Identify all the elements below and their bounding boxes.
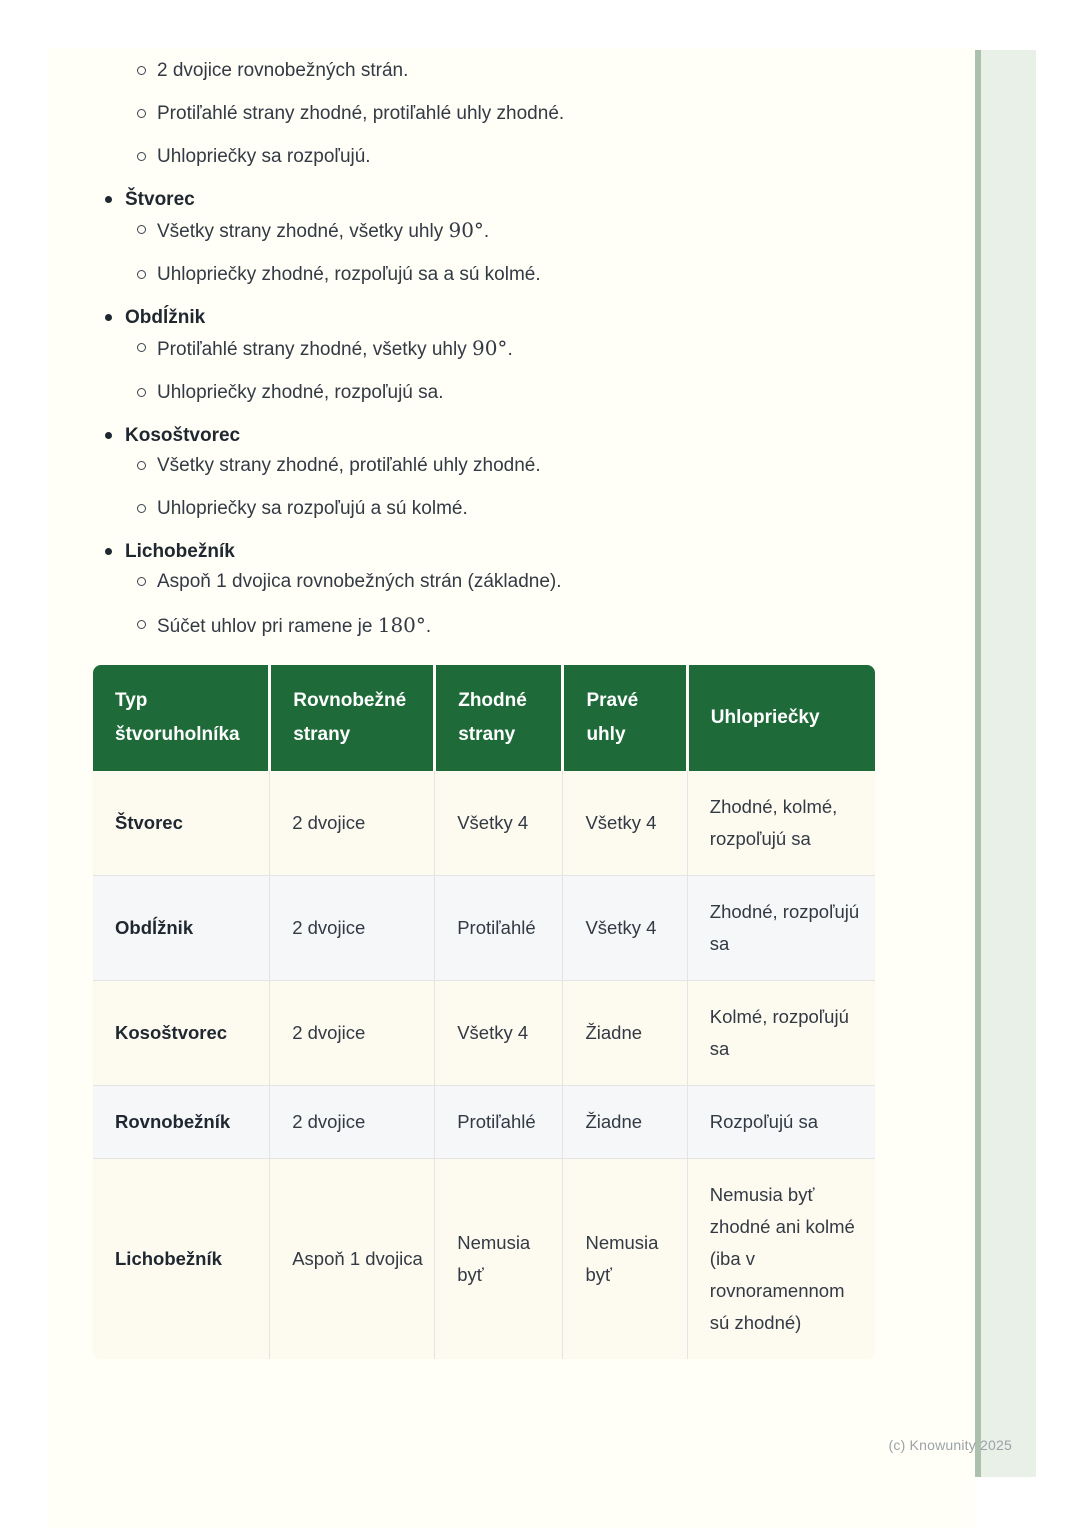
table-cell: Žiadne [563, 981, 687, 1086]
circle-bullet-icon [137, 577, 146, 586]
list-item [48, 424, 927, 448]
table-cell: Kolmé, rozpoľujú sa [687, 981, 875, 1086]
table-cell: Protiľahlé [435, 876, 563, 981]
table-cell: Všetky 4 [435, 981, 563, 1086]
list-item [48, 381, 927, 405]
list-item-text: Uhlopriečky zhodné, rozpoľujú sa. [157, 382, 444, 403]
disc-bullet-icon [105, 432, 112, 439]
list-item-text: Všetky strany zhodné, protiľahlé uhly zhodné. [157, 455, 541, 476]
list-item-text: Uhlopriečky zhodné, rozpoľujú sa a sú kolmé. [157, 264, 541, 285]
column-header: Zhodné strany [435, 665, 563, 771]
list-item-text: Súčet uhlov pri ramene je 180°. [157, 613, 432, 637]
list-item [48, 145, 927, 169]
table-cell: Nemusia byť zhodné ani kolmé (iba v rovnoramennom sú zhodné) [687, 1159, 875, 1360]
list-item [48, 102, 927, 126]
copyright-footer: (c) Knowunity 2025 [888, 1437, 1012, 1453]
circle-bullet-icon [137, 66, 146, 75]
list-item-text: Uhlopriečky sa rozpoľujú a sú kolmé. [157, 498, 468, 519]
list-item-text: Všetky strany zhodné, všetky uhly 90°. [157, 218, 490, 242]
table-cell: Zhodné, rozpoľujú sa [687, 876, 875, 981]
circle-bullet-icon [137, 109, 146, 118]
math-degree-value: 90° [448, 218, 484, 242]
table-row [93, 1086, 875, 1159]
column-header: Typ štvoruholníka [93, 665, 270, 771]
table-cell: Rozpoľujú sa [687, 1086, 875, 1159]
row-header-cell: Štvorec [93, 771, 270, 876]
table-cell: 2 dvojice [270, 981, 435, 1086]
math-degree-value: 90° [471, 336, 508, 360]
list-item-text: Aspoň 1 dvojica rovnobežných strán (základne). [157, 571, 562, 592]
column-header: Pravé uhly [563, 665, 687, 771]
table-row [93, 1159, 875, 1360]
list-item [48, 188, 927, 212]
table-row [93, 876, 875, 981]
quadrilaterals-table [93, 665, 875, 1359]
list-item-text: Štvorec [125, 189, 195, 210]
circle-bullet-icon [137, 343, 146, 352]
table-cell: Všetky 4 [435, 771, 563, 876]
list-item [48, 59, 927, 83]
table-cell: 2 dvojice [270, 771, 435, 876]
disc-bullet-icon [105, 196, 112, 203]
side-panel [975, 50, 1036, 1477]
list-item-text: Protiľahlé strany zhodné, protiľahlé uhly zhodné. [157, 103, 565, 124]
list-item [48, 454, 927, 478]
circle-bullet-icon [137, 152, 146, 161]
list-item-text: Uhlopriečky sa rozpoľujú. [157, 146, 371, 167]
table-cell: Všetky 4 [563, 876, 687, 981]
list-item [48, 497, 927, 521]
table-cell: Zhodné, kolmé, rozpoľujú sa [709, 796, 838, 849]
list-item [48, 570, 927, 594]
table-cell: 2 dvojice [270, 1086, 435, 1159]
table-row [93, 981, 875, 1086]
row-header-cell: Lichobežník [93, 1159, 270, 1360]
table-cell: Aspoň 1 dvojica [270, 1159, 435, 1360]
content-area [48, 48, 927, 1359]
table-cell: Žiadne [563, 1086, 687, 1159]
list-item [48, 613, 927, 639]
list-item [48, 218, 927, 244]
row-header-cell: Obdĺžnik [93, 876, 270, 981]
circle-bullet-icon [137, 504, 146, 513]
math-degree-value: 180° [377, 613, 426, 637]
list-item [48, 263, 927, 287]
table-cell: Všetky 4 [563, 771, 687, 876]
table-header-row [93, 665, 875, 771]
circle-bullet-icon [137, 270, 146, 279]
list-item-text: Protiľahlé strany zhodné, všetky uhly 90°. [157, 336, 513, 360]
disc-bullet-icon [105, 314, 112, 321]
list-item-text: 2 dvojice rovnobežných strán. [157, 60, 409, 81]
list-item [48, 540, 927, 564]
circle-bullet-icon [137, 225, 146, 234]
table-row [93, 771, 875, 876]
quadrilaterals-table-wrap [93, 665, 875, 1359]
list-item-text: Lichobežník [125, 541, 235, 562]
list-item-text: Kosoštvorec [125, 425, 241, 446]
circle-bullet-icon [137, 620, 146, 629]
row-header-cell: Kosoštvorec [93, 981, 270, 1086]
column-header: Rovnobežné strany [270, 665, 435, 771]
list-item [48, 306, 927, 330]
table-cell: 2 dvojice [270, 876, 435, 981]
table-cell: Protiľahlé [435, 1086, 563, 1159]
list-item [48, 336, 927, 362]
circle-bullet-icon [137, 388, 146, 397]
list-item-text: Obdĺžnik [125, 307, 206, 328]
table-cell: Nemusia byť [563, 1159, 687, 1360]
column-header: Uhlopriečky [687, 665, 875, 771]
properties-list [48, 48, 927, 639]
table-cell: Nemusia byť [435, 1159, 563, 1360]
circle-bullet-icon [137, 461, 146, 470]
disc-bullet-icon [105, 548, 112, 555]
row-header-cell: Rovnobežník [93, 1086, 270, 1159]
